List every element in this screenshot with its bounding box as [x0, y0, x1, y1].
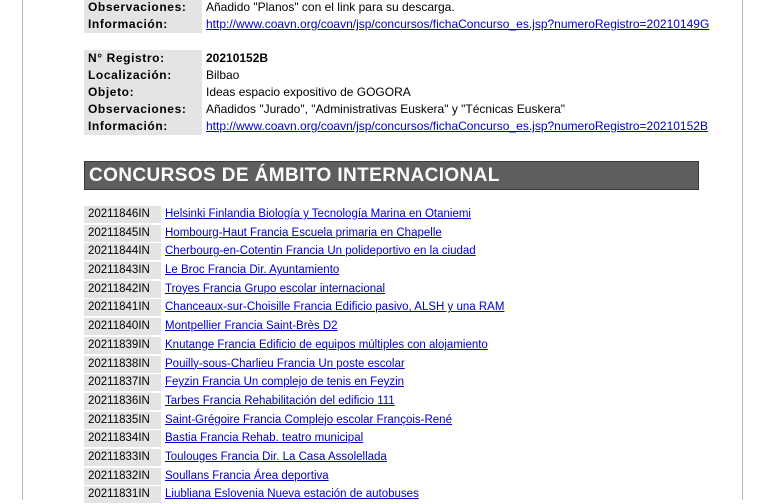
competition-link[interactable]: Cherbourg-en-Cotentin Francia Un polideportivo en la ciudad [165, 245, 476, 258]
competition-link[interactable]: Hombourg-Haut Francia Escuela primaria en Chapelle [165, 226, 442, 239]
competition-code: 20211834IN [84, 430, 161, 447]
competition-link[interactable]: Toulouges Francia Dir. La Casa Assolellada [165, 450, 387, 463]
competition-link[interactable]: Pouilly-sous-Charlieu Francia Un poste escolar [165, 357, 405, 370]
detail-label: Información: [84, 118, 202, 135]
competition-code: 20211837IN [84, 374, 161, 391]
info-link[interactable]: http://www.coavn.org/coavn/jsp/concursos/fichaConcurso_es.jsp?numeroRegistro=20210149G [206, 17, 710, 31]
competition-link[interactable]: Feyzin Francia Un complejo de tenis en Feyzin [165, 376, 405, 389]
detail-value: Bilbao [206, 68, 240, 82]
competition-code: 20211841IN [84, 299, 161, 316]
competition-code: 20211845IN [84, 225, 161, 242]
detail-label: Objeto: [84, 84, 202, 101]
competition-code: 20211846IN [84, 206, 161, 223]
competition-code: 20211844IN [84, 243, 161, 260]
competition-code: 20211842IN [84, 281, 161, 298]
competition-code: 20211843IN [84, 262, 161, 279]
competition-link[interactable]: Knutange Francia Edificio de equipos múltiples con alojamiento [165, 338, 488, 351]
competition-link[interactable]: Chanceaux-sur-Choisille Francia Edificio pasivo, ALSH y una RAM [165, 301, 505, 314]
competition-code: 20211831IN [84, 486, 161, 503]
competition-code: 20211833IN [84, 449, 161, 466]
competition-link[interactable]: Montpellier Francia Saint-Brès D2 [165, 320, 338, 333]
competition-link[interactable]: Troyes Francia Grupo escolar internacional [165, 282, 386, 295]
detail-label: N° Registro: [84, 50, 202, 67]
competition-link[interactable]: Liubliana Eslovenia Nueva estación de autobuses [165, 488, 419, 501]
detail-value: 20210152B [206, 51, 269, 65]
info-link[interactable]: http://www.coavn.org/coavn/jsp/concursos/fichaConcurso_es.jsp?numeroRegistro=20210152B [206, 119, 708, 133]
detail-label: Observaciones: [84, 101, 202, 118]
competition-link[interactable]: Soullans Francia Área deportiva [165, 469, 329, 482]
competition-link[interactable]: Le Broc Francia Dir. Ayuntamiento [165, 264, 340, 277]
section-header-international: CONCURSOS DE ÁMBITO INTERNACIONAL [84, 161, 699, 190]
competition-link[interactable]: Helsinki Finlandia Biología y Tecnología Marina en Otaniemi [165, 208, 471, 220]
competition-code: 20211836IN [84, 393, 161, 410]
competition-code: 20211839IN [84, 337, 161, 354]
detail-value: Ideas espacio expositivo de GOGORA [206, 85, 411, 99]
competition-code: 20211840IN [84, 318, 161, 335]
page-frame-right-border [742, 0, 743, 500]
detail-label: Observaciones: [84, 0, 202, 16]
competition-link[interactable]: Tarbes Francia Rehabilitación del edificio 111 [165, 394, 395, 407]
competition-code: 20211835IN [84, 412, 161, 429]
competition-code: 20211838IN [84, 356, 161, 373]
detail-value: Añadido "Planos" con el link para su descarga. [206, 0, 455, 14]
detail-label: Información: [84, 16, 202, 33]
competition-link[interactable]: Saint-Grégoire Francia Complejo escolar François-René [165, 413, 452, 426]
page-frame-left-border [22, 0, 23, 500]
competition-link[interactable]: Bastia Francia Rehab. teatro municipal [165, 432, 364, 445]
competition-code: 20211832IN [84, 468, 161, 485]
detail-label: Localización: [84, 67, 202, 84]
detail-value: Añadidos "Jurado", "Administrativas Euskera" y "Técnicas Euskera" [206, 102, 566, 116]
